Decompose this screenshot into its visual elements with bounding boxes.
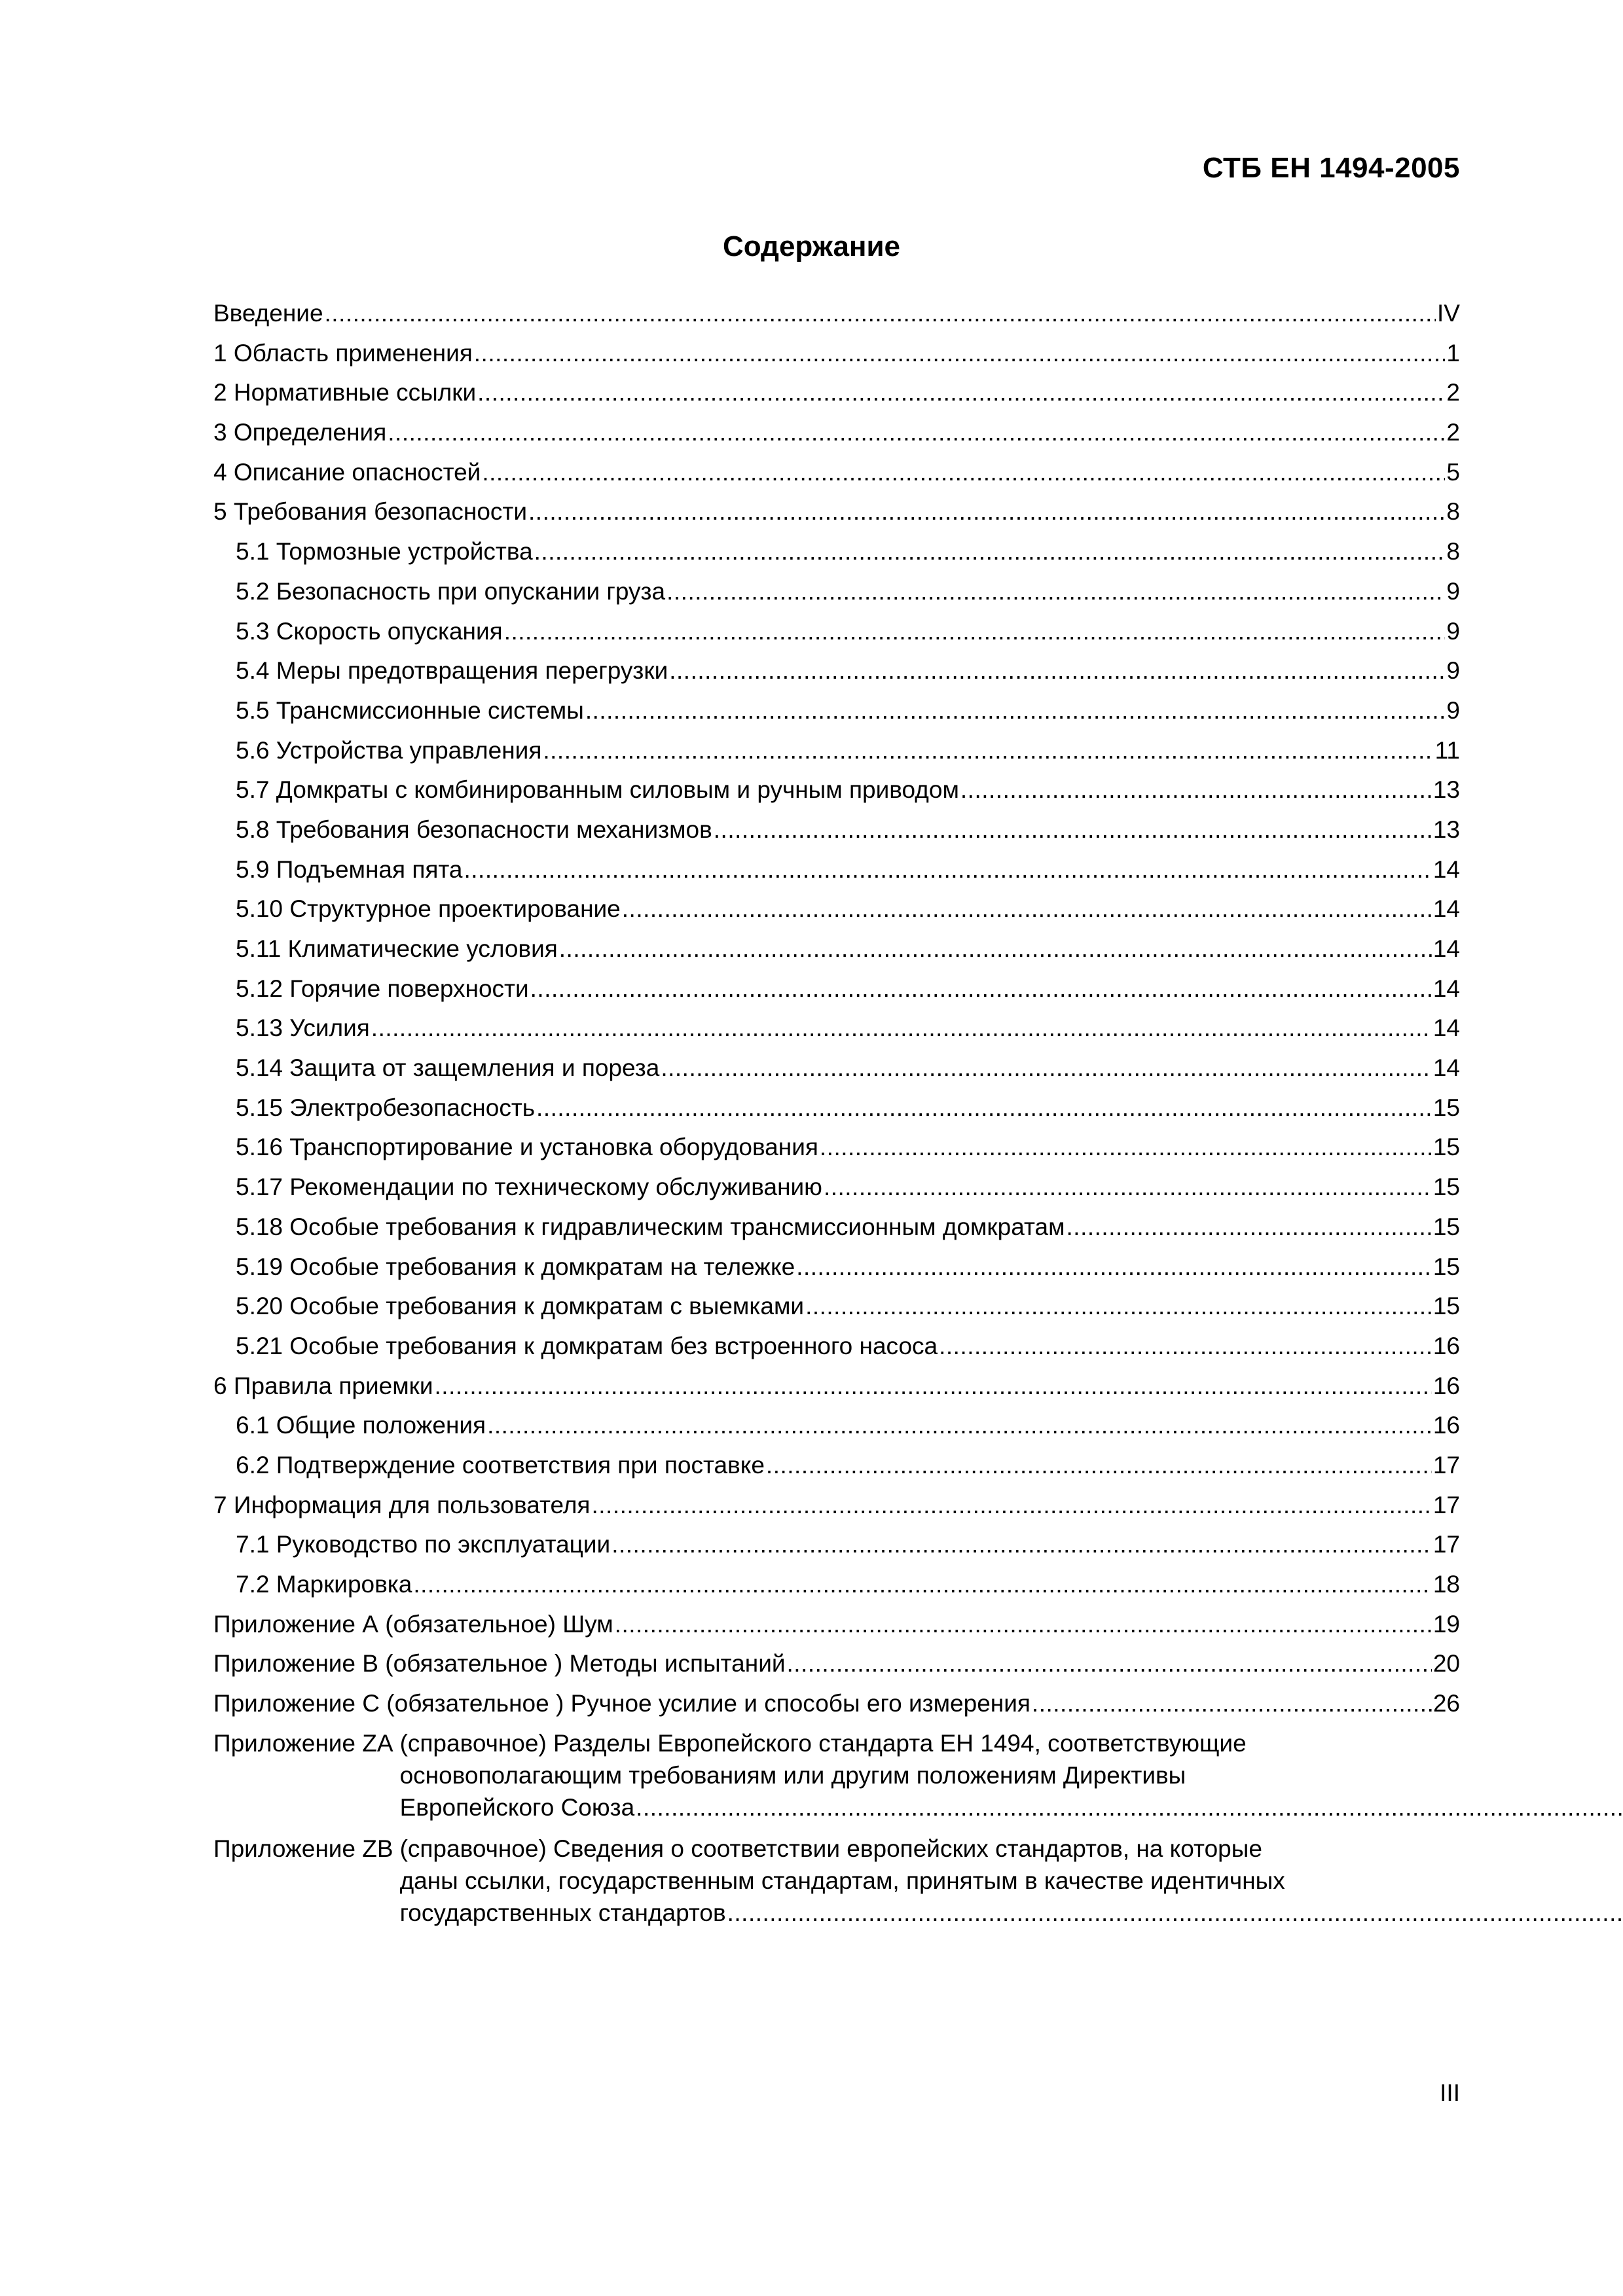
dot-leader [591, 1489, 1431, 1521]
toc-page-number: 15 [1432, 1094, 1460, 1121]
toc-entry[interactable] [213, 734, 1460, 774]
dot-leader [477, 376, 1445, 408]
dot-leader [325, 297, 1436, 329]
appendix-body [400, 1833, 1623, 1929]
toc-entry-label: 2 Нормативные ссылки [213, 379, 477, 406]
toc-entry-label: 5.2 Безопасность при опускании груза [236, 577, 666, 605]
toc-page-number: 16 [1432, 1372, 1460, 1399]
toc-entry-label: 6.2 Подтверждение соответствия при поставке [236, 1451, 765, 1479]
toc-page-number: 9 [1446, 617, 1460, 645]
toc-entry-label: 5.6 Устройства управления [236, 736, 542, 764]
dot-leader [661, 1052, 1432, 1084]
toc-page-number: 15 [1432, 1174, 1460, 1201]
toc-page-number: 13 [1432, 816, 1460, 843]
toc-entry[interactable] [213, 575, 1460, 615]
toc-entry-label: 5.21 Особые требования к домкратам без встроенного насоса [236, 1332, 938, 1359]
toc-entry[interactable] [213, 1687, 1460, 1727]
appendix-line: Европейского Союза [399, 1793, 635, 1821]
toc-page-number: 14 [1432, 895, 1460, 923]
toc-page-number: 2 [1446, 379, 1460, 406]
toc-entry-label: Приложение В (обязательное ) Методы испытаний [213, 1650, 786, 1677]
toc-entry-label: 6 Правила приемки [213, 1372, 433, 1399]
toc-entry[interactable] [213, 1092, 1460, 1132]
dot-leader [435, 1370, 1432, 1402]
toc-page-number: 11 [1434, 736, 1460, 764]
toc-entry[interactable] [213, 337, 1460, 377]
dot-leader [504, 615, 1446, 647]
toc-entry-label: 5.1 Тормозные устройства [236, 538, 533, 565]
appendix-body [400, 1727, 1623, 1823]
dot-leader [824, 1171, 1432, 1203]
dot-leader [530, 973, 1432, 1005]
toc-entry[interactable] [213, 973, 1460, 1013]
page-number: III [1440, 2079, 1460, 2106]
toc-page-number: 15 [1432, 1134, 1460, 1161]
toc-page-number: 8 [1446, 498, 1460, 526]
toc-page-number: 17 [1432, 1531, 1460, 1558]
toc-entry-label: 5.19 Особые требования к домкратам на тележке [236, 1253, 795, 1280]
dot-leader [611, 1528, 1432, 1560]
toc-entry[interactable] [213, 416, 1460, 456]
toc-entry[interactable] [213, 774, 1460, 814]
dot-leader [413, 1568, 1431, 1600]
toc-entry-label: 5.3 Скорость опускания [236, 617, 503, 645]
toc-entries [213, 297, 1460, 1727]
toc-entry-label: 5.8 Требования безопасности механизмов [236, 816, 712, 843]
toc-entry-label: 6.1 Общие положения [236, 1412, 486, 1439]
appendix-line: государственных стандартов [399, 1899, 726, 1926]
toc-page-number: 19 [1432, 1610, 1460, 1638]
toc-page-number: 9 [1446, 657, 1460, 685]
appendix-name: Приложение ZA [213, 1729, 393, 1757]
toc-page-number: 15 [1432, 1293, 1460, 1320]
toc-page-number: 9 [1446, 696, 1460, 724]
appendix-line: (справочное) Сведения о соответствии европейских стандартов, на которые [399, 1835, 1262, 1862]
toc-entry-label: 5.10 Структурное проектирование [236, 895, 621, 923]
toc-entry[interactable] [213, 1131, 1460, 1171]
toc-page-number: 14 [1432, 1054, 1460, 1082]
toc-entry[interactable] [213, 933, 1460, 973]
dot-leader [796, 1251, 1432, 1283]
toc-entry[interactable] [213, 1568, 1460, 1608]
toc-entry[interactable] [213, 1370, 1460, 1410]
toc-entry-label: 5.5 Трансмиссионные системы [236, 696, 584, 724]
toc-page-number: 13 [1432, 776, 1460, 804]
toc-page-number: 16 [1432, 1332, 1460, 1359]
toc-page-number: 14 [1432, 975, 1460, 1002]
appendix-last-line [400, 1897, 1623, 1929]
toc-entry-label: 5.7 Домкраты с комбинированным силовым и ручным приводом [236, 776, 959, 804]
appendix-line: даны ссылки, государственным стандартам, принятым в качестве идентичных [399, 1867, 1285, 1894]
toc-entry[interactable] [213, 1211, 1460, 1251]
toc-entry[interactable] [213, 694, 1460, 734]
toc-entry[interactable] [213, 814, 1460, 853]
toc-entry-label: 5.13 Усилия [236, 1014, 370, 1042]
page-title: Содержание [722, 230, 901, 262]
dot-leader [727, 1897, 1623, 1929]
toc-page-number: 1 [1446, 339, 1460, 367]
toc-page-number: 8 [1446, 538, 1460, 565]
toc-page-number: 9 [1446, 577, 1460, 605]
toc-entry[interactable] [213, 853, 1460, 893]
toc-entry-label: 5.12 Горячие поверхности [236, 975, 529, 1002]
toc-entry[interactable] [213, 495, 1460, 535]
toc-entry[interactable] [213, 376, 1460, 416]
toc-entry-label: 7.1 Руководство по эксплуатации [236, 1531, 611, 1558]
dot-leader [536, 1092, 1432, 1124]
table-of-contents [213, 297, 1460, 1938]
toc-page-number: 26 [1432, 1690, 1460, 1717]
dot-leader [534, 535, 1446, 567]
dot-leader [464, 853, 1432, 886]
toc-page-number: 17 [1432, 1491, 1460, 1518]
toc-entry-label: 3 Определения [213, 419, 387, 446]
toc-page-number: 2 [1446, 419, 1460, 446]
toc-entry-label: 7.2 Маркировка [236, 1571, 412, 1598]
toc-entry[interactable] [213, 297, 1460, 337]
toc-entry-label: 5.9 Подъемная пята [236, 855, 463, 883]
dot-leader [960, 774, 1432, 806]
toc-entry-label: 5.16 Транспортирование и установка оборудования [236, 1134, 818, 1161]
toc-entry[interactable] [213, 1409, 1460, 1449]
dot-leader [543, 734, 1433, 766]
toc-entry[interactable] [213, 615, 1460, 655]
dot-leader [939, 1330, 1432, 1362]
toc-entry[interactable] [213, 893, 1460, 933]
document-code: СТБ ЕН 1494-2005 [1202, 152, 1460, 184]
toc-entry[interactable] [213, 1012, 1460, 1052]
dot-leader [487, 1409, 1432, 1441]
toc-page-number: 18 [1432, 1571, 1460, 1598]
appendix-line: основополагающим требованиям или другим положениям Директивы [399, 1761, 1186, 1789]
toc-entry[interactable] [213, 1290, 1460, 1330]
dot-leader [766, 1449, 1432, 1481]
toc-page-number: 14 [1432, 855, 1460, 883]
toc-entry[interactable] [213, 1647, 1460, 1687]
toc-entry-label: 1 Область применения [213, 339, 473, 367]
toc-entry[interactable] [213, 456, 1460, 496]
toc-entry-label: Приложение С (обязательное ) Ручное усилие и способы его измерения [213, 1690, 1030, 1717]
toc-appendix-zb[interactable] [213, 1833, 1460, 1929]
toc-entry-label: 5.17 Рекомендации по техническому обслуживанию [236, 1174, 822, 1201]
dot-leader [669, 655, 1445, 687]
toc-entry-label: 4 Описание опасностей [213, 458, 481, 486]
toc-page-number: 14 [1432, 1014, 1460, 1042]
toc-entry-label: 5.11 Климатические условия [236, 935, 558, 962]
toc-appendix-za[interactable] [213, 1727, 1460, 1823]
toc-entry-label: 5 Требования безопасности [213, 498, 528, 526]
toc-entry-label: 5.4 Меры предотвращения перегрузки [236, 657, 668, 685]
toc-entry-label: 5.15 Электробезопасность [236, 1094, 536, 1121]
dot-leader [585, 694, 1446, 726]
toc-entry-label: 5.18 Особые требования к гидравлическим трансмиссионным домкратам [236, 1213, 1065, 1240]
dot-leader [666, 575, 1445, 607]
toc-entry-label: 7 Информация для пользователя [213, 1491, 591, 1518]
toc-entry[interactable] [213, 1052, 1460, 1092]
toc-page-number: 15 [1432, 1253, 1460, 1280]
toc-entry-label: Введение [213, 300, 323, 327]
toc-entry[interactable] [213, 1528, 1460, 1568]
dot-leader [714, 814, 1432, 846]
dot-leader [482, 456, 1445, 488]
appendix-last-line [400, 1791, 1623, 1823]
dot-leader [622, 893, 1432, 925]
toc-entry[interactable] [213, 1330, 1460, 1370]
toc-page-number: 14 [1432, 935, 1460, 962]
toc-entry[interactable] [213, 1251, 1460, 1291]
toc-entry[interactable] [213, 535, 1460, 575]
toc-entry[interactable] [213, 1489, 1460, 1529]
toc-entry[interactable] [213, 1449, 1460, 1489]
toc-page-number: 15 [1432, 1213, 1460, 1240]
dot-leader [787, 1647, 1432, 1679]
dot-leader [820, 1131, 1432, 1163]
toc-entry-label: 5.20 Особые требования к домкратам с выемками [236, 1293, 805, 1320]
toc-entry-label: 5.14 Защита от защемления и пореза [236, 1054, 660, 1082]
toc-page-number: 17 [1432, 1451, 1460, 1479]
toc-entry[interactable] [213, 1608, 1460, 1648]
appendix-line: (справочное) Разделы Европейского стандарта ЕН 1494, соответствующие [399, 1729, 1247, 1757]
dot-leader [636, 1791, 1623, 1823]
toc-entry[interactable] [213, 655, 1460, 694]
toc-page-number: 20 [1432, 1650, 1460, 1677]
dot-leader [474, 337, 1446, 369]
toc-entry-label: Приложение А (обязательное) Шум [213, 1610, 613, 1638]
dot-leader [559, 933, 1432, 965]
appendix-name: Приложение ZB [213, 1835, 393, 1862]
dot-leader [615, 1608, 1432, 1640]
dot-leader [1067, 1211, 1432, 1243]
toc-page-number: 5 [1446, 458, 1460, 486]
dot-leader [1032, 1687, 1432, 1719]
dot-leader [805, 1290, 1432, 1322]
toc-page-number: 16 [1432, 1412, 1460, 1439]
dot-leader [388, 416, 1445, 448]
dot-leader [371, 1012, 1432, 1044]
toc-entry[interactable] [213, 1171, 1460, 1211]
toc-page-number: IV [1437, 300, 1460, 327]
dot-leader [528, 495, 1445, 528]
